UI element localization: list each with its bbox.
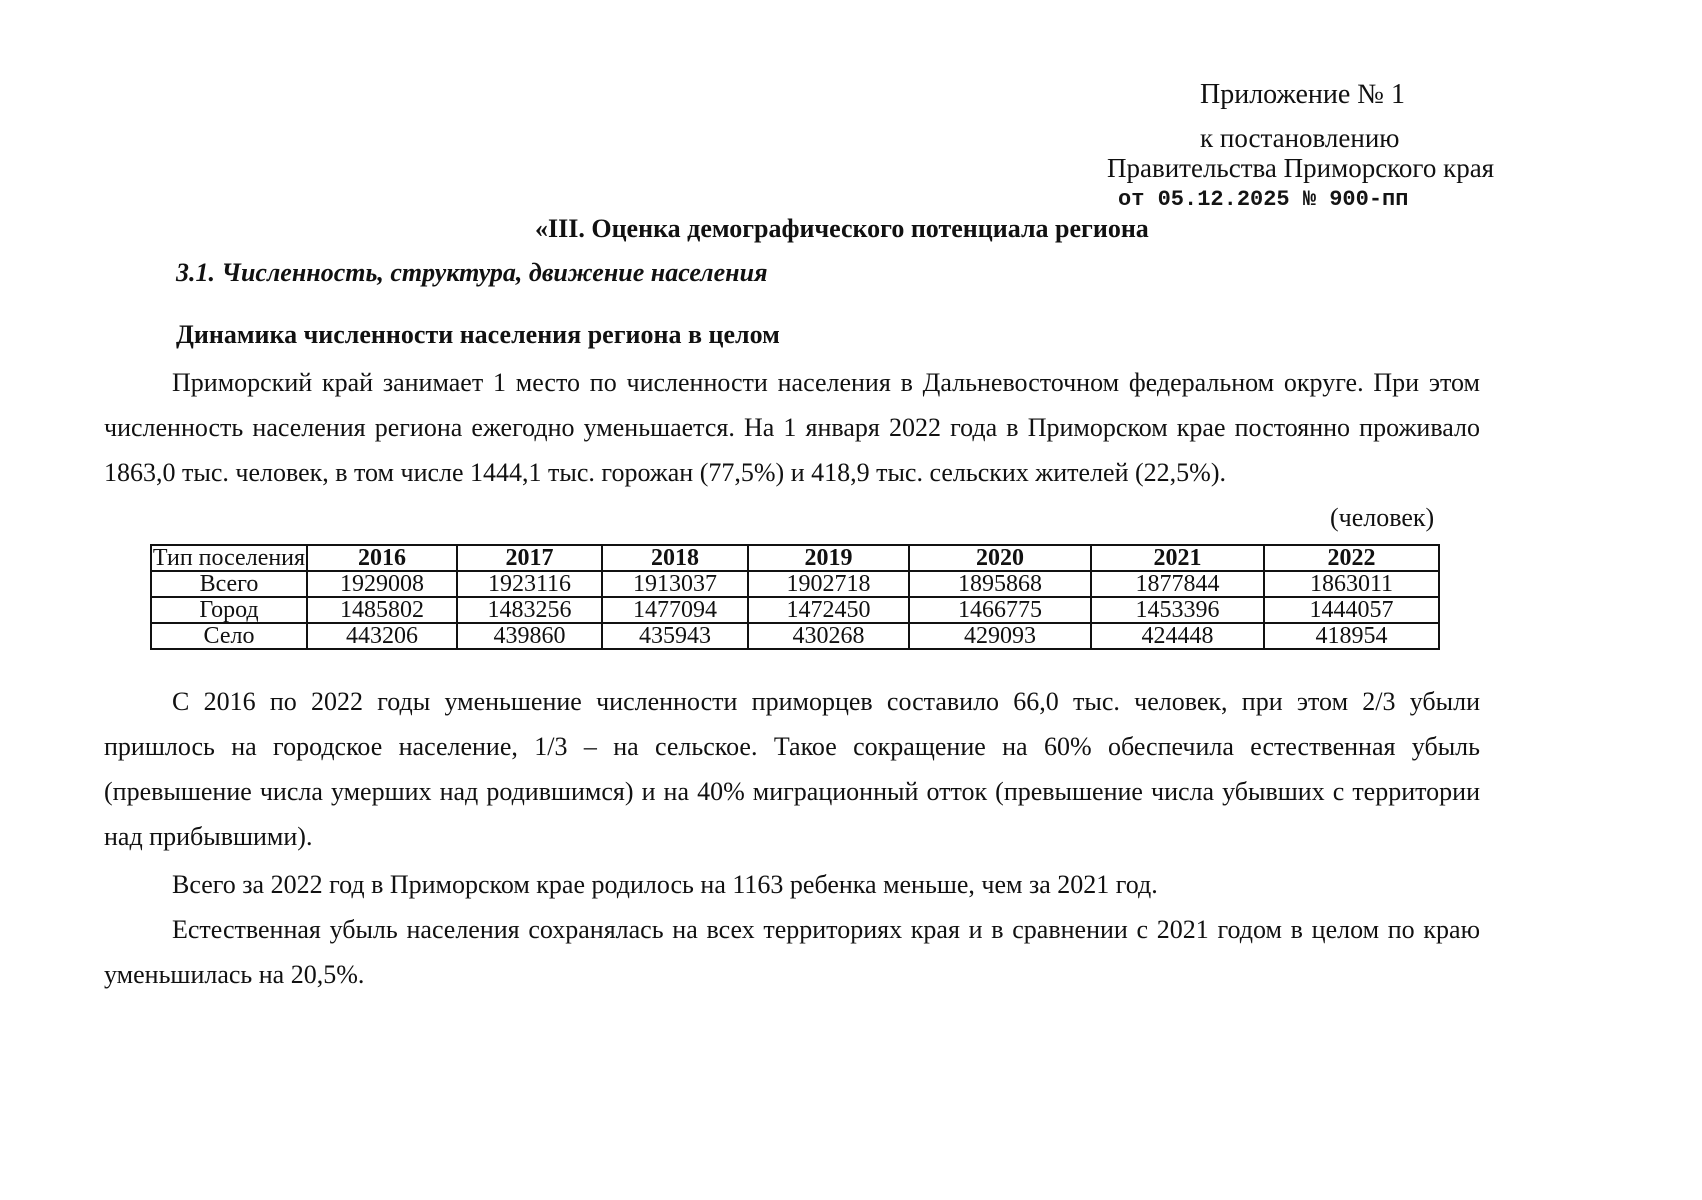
table-cell: 1913037	[602, 571, 748, 597]
header-settlement-type: Тип поселения	[152, 545, 306, 571]
dynamics-heading: Динамика численности населения региона в целом	[176, 320, 780, 349]
header-year-2019: 2019	[748, 545, 909, 571]
resolution-label: к постановлению	[1200, 123, 1400, 153]
table-cell: 1444057	[1264, 597, 1439, 623]
table-cell: 1466775	[909, 597, 1091, 623]
table-cell: 1929008	[307, 571, 457, 597]
births-paragraph: Всего за 2022 год в Приморском крае родилось на 1163 ребенка меньше, чем за 2021 год.	[172, 870, 1158, 899]
table-cell: 1863011	[1264, 571, 1439, 597]
intro-paragraph: Приморский край занимает 1 место по численности населения в Дальневосточном федеральном округе. При этом численность населения региона ежегодно уменьшается. На 1 января 2022 года в Приморском крае постоянно проживало 1863,0 тыс. человек, в том числе 1444,1 тыс. горожан (77,5%) и 418,9 тыс. сельских жителей (22,5%).	[104, 368, 1480, 487]
table-cell: 1477094	[602, 597, 748, 623]
table-row-urban	[151, 597, 1439, 623]
government-label: Правительства Приморского края	[1107, 153, 1495, 183]
header-year-2021: 2021	[1091, 545, 1264, 571]
section-title: «III. Оценка демографического потенциала региона	[535, 214, 1149, 243]
natural-decline-paragraph: Естественная убыль населения сохранялась на всех территориях края и в сравнении с 2021 годом в целом по краю уменьшилась на 20,5%.	[104, 915, 1480, 989]
population-decline-paragraph: С 2016 по 2022 годы уменьшение численности приморцев составило 66,0 тыс. человек, при этом 2/3 убыли пришлось на городское население, 1/3 – на сельское. Такое сокращение на 60% обеспечила естественная убыль (превышение числа умерших над родившимся) и на 40% миграционный отток (превышение числа убывших с территории над прибывшими).	[104, 687, 1480, 851]
resolution-date-number: от 05.12.2025 № 900-пп	[1118, 187, 1409, 212]
table-cell: 429093	[909, 623, 1091, 649]
table-unit-note: (человек)	[1330, 503, 1435, 532]
table-cell: Город	[151, 597, 307, 623]
table-cell: 1877844	[1091, 571, 1264, 597]
population-table	[150, 544, 1440, 650]
table-cell: 1483256	[457, 597, 602, 623]
table-cell: 1902718	[748, 571, 909, 597]
subsection-title: 3.1. Численность, структура, движение населения	[176, 258, 768, 287]
header-year-2018: 2018	[602, 545, 748, 571]
table-cell: 1472450	[748, 597, 909, 623]
table-row-rural	[151, 623, 1439, 649]
table-cell: 424448	[1091, 623, 1264, 649]
header-year-2022: 2022	[1264, 545, 1439, 571]
table-cell: 1923116	[457, 571, 602, 597]
table-header-row	[151, 545, 1439, 571]
table-cell: 418954	[1264, 623, 1439, 649]
header-year-2017: 2017	[457, 545, 602, 571]
header-year-2020: 2020	[909, 545, 1091, 571]
table-cell: 439860	[457, 623, 602, 649]
table-cell: 430268	[748, 623, 909, 649]
table-row-total	[151, 571, 1439, 597]
table-cell: 443206	[307, 623, 457, 649]
table-cell: Всего	[151, 571, 307, 597]
table-cell: 1453396	[1091, 597, 1264, 623]
table-cell: 1485802	[307, 597, 457, 623]
table-cell: 1895868	[909, 571, 1091, 597]
table-cell: Село	[151, 623, 307, 649]
appendix-label: Приложение № 1	[1200, 79, 1405, 110]
header-year-2016: 2016	[307, 545, 457, 571]
table-cell: 435943	[602, 623, 748, 649]
